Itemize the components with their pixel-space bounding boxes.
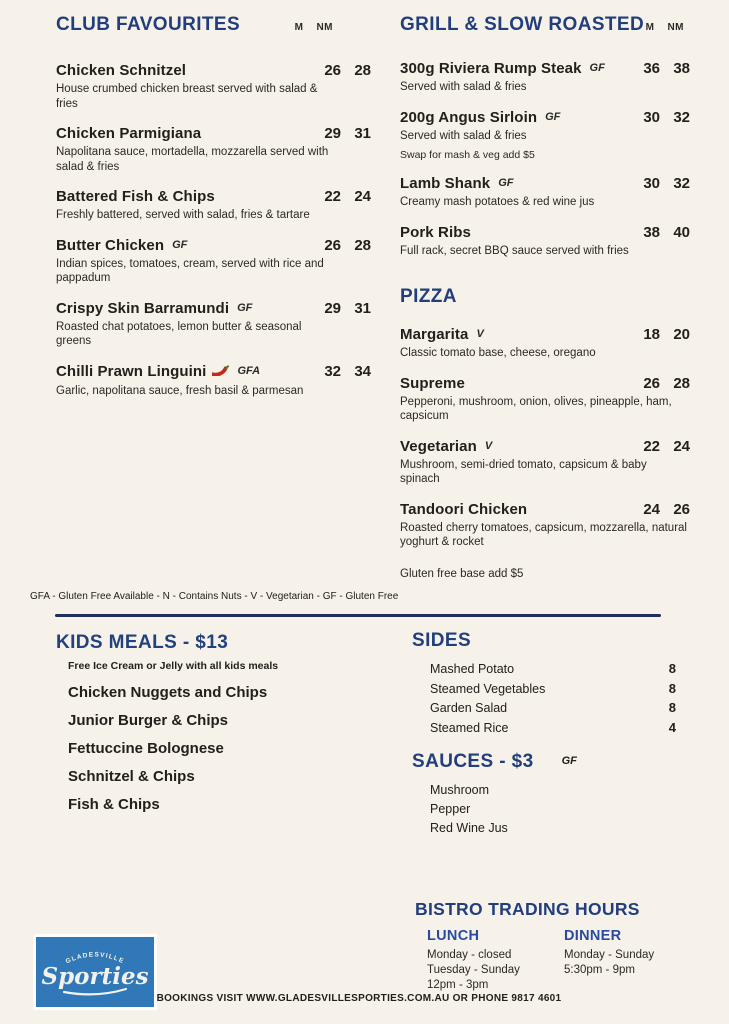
lunch-line: Monday - closed [427, 949, 512, 961]
dietary-legend: GFA - Gluten Free Available - N - Contains Nuts - V - Vegetarian - GF - Gluten Free [30, 591, 399, 602]
item-description: Creamy mash potatoes & red wine jus [400, 196, 595, 208]
item-description: Roasted cherry tomatoes, capsicum, mozzarella, natural yoghurt & rocket [400, 521, 687, 548]
bookings-info: BOOKINGS VISIT WWW.GLADESVILLESPORTIES.COM.AU OR PHONE 9817 4601 [156, 993, 562, 1004]
section-divider [55, 614, 661, 617]
menu-item-lamb-shank [400, 175, 690, 210]
item-prices [317, 363, 371, 380]
kids-item: Fish & Chips [68, 796, 160, 813]
sauce-item: Mushroom [430, 782, 490, 797]
menu-item-rump-steak [400, 60, 690, 95]
item-description: Freshly battered, served with salad, fries & tartare [56, 209, 310, 221]
side-name: Steamed Vegetables [430, 681, 546, 696]
kids-item: Chicken Nuggets and Chips [68, 684, 268, 701]
price-nonmember: 32 [673, 175, 690, 192]
price-nonmember: 24 [673, 437, 690, 455]
trading-hours-columns [427, 928, 715, 993]
club-favourites-header [56, 14, 371, 36]
dietary-tag-gf: GF [545, 110, 561, 123]
kids-meals-section [56, 632, 386, 824]
price-column-headers [646, 22, 690, 33]
kids-item: Fettuccine Bolognese [68, 740, 224, 757]
item-description: Full rack, secret BBQ sauce served with fries [400, 244, 629, 257]
item-prices [636, 375, 690, 392]
price-nonmember: 32 [673, 108, 690, 126]
menu-item-chicken-schnitzel [56, 62, 371, 111]
menu-item-chicken-parmigiana [56, 125, 371, 174]
pizza-gluten-free-note: Gluten free base add $5 [400, 567, 524, 580]
dinner-line: Monday - Sunday [564, 949, 655, 961]
item-name: 200g Angus Sirloin [400, 108, 538, 126]
item-prices [636, 175, 690, 192]
menu-item-margarita [400, 326, 690, 361]
dietary-tag-v: V [484, 439, 493, 452]
item-description: Indian spices, tomatoes, cream, served with rice and pappadum [56, 257, 324, 284]
item-description: House crumbed chicken breast served with salad & fries [56, 83, 318, 110]
price-member: 26 [324, 62, 341, 79]
logo-top-text: GLADESVILLE [64, 951, 126, 966]
price-member: 32 [324, 362, 341, 380]
grill-and-pizza-section [400, 14, 690, 580]
dietary-tag-gf: GF [237, 301, 253, 314]
menu-item-angus-sirloin [400, 109, 690, 162]
item-name: Tandoori Chicken [400, 500, 528, 518]
price-member: 26 [324, 236, 341, 254]
item-name: Chilli Prawn Linguini [56, 362, 207, 380]
side-name: Steamed Rice [430, 720, 509, 735]
section-title-grill: GRILL & SLOW ROASTED [400, 14, 645, 35]
item-prices [317, 300, 371, 317]
price-nonmember: 38 [673, 60, 690, 77]
item-description: Served with salad & fries [400, 129, 527, 142]
price-nonmember: 28 [673, 374, 690, 392]
side-item [430, 720, 690, 735]
grill-header [400, 14, 690, 36]
chili-icon [212, 363, 229, 381]
price-member: 29 [324, 299, 341, 317]
sauces-header [412, 751, 690, 773]
price-member: 24 [643, 500, 660, 518]
dinner-hours [564, 928, 654, 993]
price-nonmember: 34 [354, 362, 371, 380]
menu-item-butter-chicken [56, 237, 371, 286]
item-description: Classic tomato base, cheese, oregano [400, 347, 596, 359]
dietary-tag-gf: GF [498, 177, 514, 189]
price-member: 36 [643, 60, 660, 77]
price-header-nonmember: NM [316, 22, 333, 33]
sauce-item: Pepper [430, 801, 471, 816]
menu-item-supreme [400, 375, 690, 424]
side-name: Garden Salad [430, 701, 508, 715]
sauces-list [412, 783, 690, 835]
dinner-line: 5:30pm - 9pm [564, 964, 635, 976]
menu-item-chilli-prawn-linguini [56, 363, 371, 399]
price-header-nonmember: NM [667, 22, 684, 33]
dietary-tag-gf: GF [561, 754, 577, 767]
item-prices [636, 326, 690, 343]
price-member: 18 [643, 326, 660, 343]
side-price: 8 [668, 661, 676, 676]
price-member: 30 [643, 175, 660, 192]
price-column-headers [295, 22, 371, 33]
item-prices [317, 125, 371, 142]
item-prices [636, 224, 690, 241]
side-name: Mashed Potato [430, 662, 515, 676]
price-nonmember: 31 [354, 125, 371, 142]
side-price: 8 [668, 700, 676, 715]
sides-list [430, 661, 690, 735]
section-title-club-favourites: CLUB FAVOURITES [56, 14, 241, 35]
item-description: Served with salad & fries [400, 81, 527, 93]
item-name: 300g Riviera Rump Steak [400, 60, 582, 77]
price-member: 22 [643, 437, 660, 455]
side-item [430, 681, 690, 696]
section-title-kids-meals: KIDS MEALS - $13 [56, 632, 229, 653]
price-member: 30 [643, 108, 660, 126]
item-name: Chicken Schnitzel [56, 62, 187, 79]
item-prices [317, 62, 371, 79]
section-title-sides: SIDES [412, 630, 472, 651]
lunch-line: 12pm - 3pm [427, 979, 489, 991]
item-name: Crispy Skin Barramundi [56, 299, 230, 317]
price-header-member: M [645, 22, 655, 33]
price-header-member: M [294, 22, 304, 33]
price-member: 22 [324, 188, 341, 205]
menu-item-tandoori-chicken [400, 501, 690, 550]
price-nonmember: 20 [673, 326, 690, 343]
price-member: 38 [643, 223, 660, 241]
menu-item-crispy-skin-barramundi [56, 300, 371, 349]
item-name: Supreme [400, 374, 465, 392]
club-favourites-section [56, 14, 371, 412]
lunch-hours [427, 928, 552, 993]
item-name: Chicken Parmigiana [56, 125, 202, 142]
item-description: Napolitana sauce, mortadella, mozzarella served with salad & fries [56, 146, 329, 173]
item-description: Garlic, napolitana sauce, fresh basil & parmesan [56, 384, 304, 397]
kids-meals-subtitle: Free Ice Cream or Jelly with all kids meals [68, 660, 279, 672]
sides-sauces-section [412, 630, 690, 840]
side-item [430, 661, 690, 676]
item-prices [636, 438, 690, 455]
trading-hours-section [415, 899, 715, 993]
logo-wordmark: Sporties [41, 963, 149, 990]
dinner-label: DINNER [564, 928, 622, 944]
item-prices [317, 188, 371, 205]
item-name: Vegetarian [400, 437, 477, 455]
item-name: Margarita [400, 326, 469, 343]
lunch-line: Tuesday - Sunday [427, 964, 520, 976]
price-nonmember: 26 [673, 500, 690, 518]
price-member: 29 [324, 125, 341, 142]
side-price: 8 [668, 680, 676, 696]
section-title-trading-hours: BISTRO TRADING HOURS [415, 899, 640, 919]
item-prices [636, 501, 690, 518]
item-description: Roasted chat potatoes, lemon butter & seasonal greens [56, 320, 302, 347]
lunch-label: LUNCH [427, 928, 480, 944]
kids-item: Junior Burger & Chips [68, 712, 229, 729]
item-prices [317, 237, 371, 254]
price-nonmember: 24 [354, 188, 371, 205]
item-name: Lamb Shank [400, 175, 491, 192]
item-prices [636, 109, 690, 126]
section-title-pizza: PIZZA [400, 286, 457, 307]
side-item [430, 700, 690, 715]
side-price: 4 [668, 719, 676, 735]
item-name: Butter Chicken [56, 236, 165, 254]
kids-item: Schnitzel & Chips [68, 768, 195, 785]
item-name: Pork Ribs [400, 223, 471, 241]
price-member: 26 [643, 374, 660, 392]
item-note: Swap for mash & veg add $5 [400, 149, 535, 161]
item-description: Mushroom, semi-dried tomato, capsicum & baby spinach [400, 458, 647, 485]
item-description: Pepperoni, mushroom, onion, olives, pineapple, ham, capsicum [400, 395, 672, 422]
sauce-item: Red Wine Jus [430, 820, 508, 835]
dietary-tag-gf: GF [589, 62, 605, 74]
price-nonmember: 28 [354, 62, 371, 79]
price-nonmember: 40 [673, 223, 690, 241]
menu-item-battered-fish-chips [56, 188, 371, 223]
section-title-sauces: SAUCES - $3 [412, 750, 534, 772]
menu-item-vegetarian [400, 438, 690, 487]
price-nonmember: 28 [354, 236, 371, 254]
item-prices [636, 60, 690, 77]
dietary-tag-gfa: GFA [237, 364, 261, 377]
dietary-tag-gf: GF [172, 238, 188, 251]
price-nonmember: 31 [354, 299, 371, 317]
dietary-tag-v: V [476, 328, 484, 340]
item-name: Battered Fish & Chips [56, 188, 215, 205]
menu-item-pork-ribs [400, 224, 690, 259]
